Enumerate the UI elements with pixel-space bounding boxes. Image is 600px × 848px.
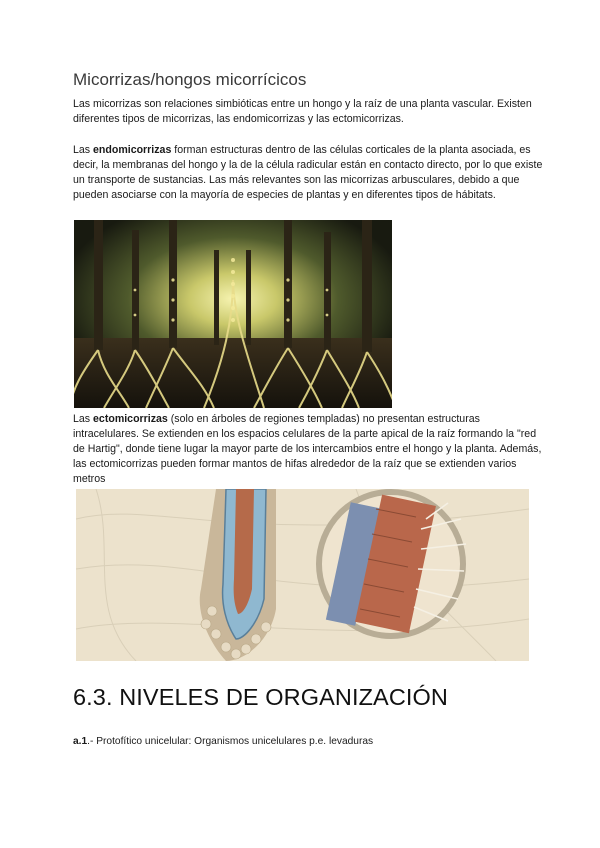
forest-mycorrhiza-image [74,220,392,408]
ectomicorrizas-paragraph: Las ectomicorrizas (solo en árboles de regiones templadas) no presentan estructuras intracelulares. Se extienden en los espacios celulares de la parte apical de la raíz formando la "red de Hartig", donde tiene lugar la mayor parte de los intercambios entre el hongo y la planta. Además, las ectomicorrizas pueden formar mantos de hifas alrededor de la raíz que se extienden varios metros [73,413,542,485]
endomicorrizas-paragraph: Las endomicorrizas forman estructuras dentro de las células corticales de la planta asociada, es decir, la membranas del hongo y la de la célula radicular están en contacto directo, por lo que existe un transporte de sustancias. Las más relevantes son las micorrizas arbusculares, debido a que pueden asociarse con la mayoría de especies de plantas y en diferentes tipos de hábitats. [73,144,543,201]
ectomicorrizas-term: ectomicorrizas [93,413,168,425]
intro-paragraph: Las micorrizas son relaciones simbióticas entre un hongo y la raíz de una planta vascular. Existen diferentes tipos de micorrizas, las endomicorrizas y las ectomicorrizas. [73,98,532,125]
main-heading: 6.3. NIVELES DE ORGANIZACIÓN [73,684,448,710]
section-title: Micorrizas/hongos micorrícicos [73,70,307,89]
root-hyphae-illustration [76,489,529,661]
list-item-a1: a.1.- Protofítico unicelular: Organismos unicelulares p.e. levaduras [73,736,374,747]
item-label: a.1 [73,736,88,747]
endomicorrizas-term: endomicorrizas [93,144,172,156]
